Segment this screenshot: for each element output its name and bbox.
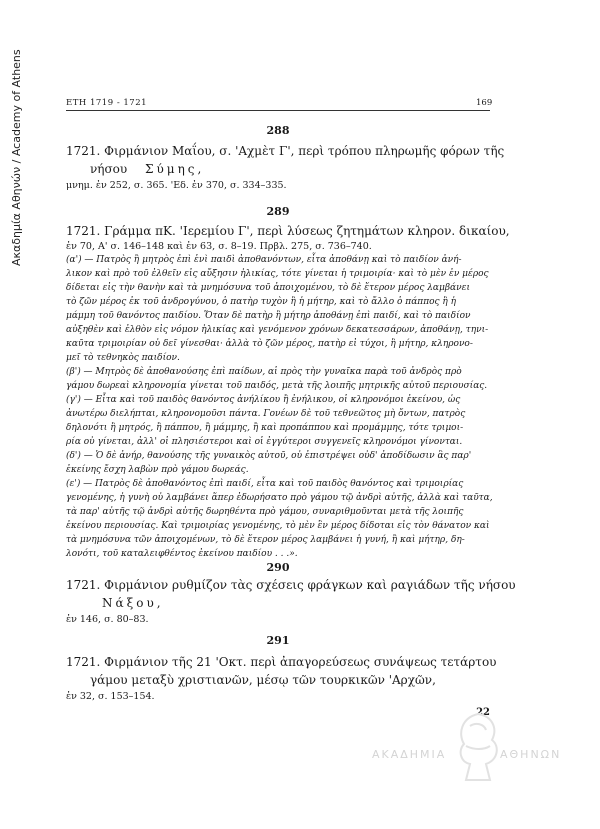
entry-reference: ἐν 32, σ. 153–154. [66, 691, 155, 702]
watermark-text-left: ΑΚΑΔΗΜΙΑ [372, 748, 447, 761]
section-number-289: 289 [266, 205, 290, 218]
side-watermark-text: Ακαδημία Αθηνών / Academy of Athens [10, 49, 23, 266]
running-header: ΕΤΗ 1719 - 1721 [66, 98, 148, 108]
body-line: μάμμη τοῦ θανόντος παιδίου. Ὅταν δὲ πατὴρ ἢ μήτηρ ἀποθάνῃ ἐπὶ παιδί, καὶ τὸ παιδίον [66, 311, 471, 321]
body-line: (ε') — Πατρὸς δὲ ἀποθανόντος ἐπὶ παιδί, εἶτα καὶ τοῦ παιδὸς θανόντος καὶ τριμοιρίας [66, 479, 464, 489]
body-line: καῦτα τριμοιρίαν οὐ δεῖ γίνεσθαι· ἀλλὰ τὸ ζῶν μέρος, πατὴρ εἰ τύχοι, ἢ μήτηρ, κληρονο- [66, 339, 473, 349]
body-line: λικον καὶ πρὸ τοῦ ἐλθεῖν εἰς αὔξησιν ἡλικίας, τότε γίνεται ἡ τριμοιρία· καὶ τὸ μὲν ἐν μέρος [66, 269, 489, 279]
side-watermark [6, 40, 26, 280]
entry-reference: ἐν 70, Α' σ. 146–148 καὶ ἐν 63, σ. 8–19. Πρβλ. 275, σ. 736–740. [66, 241, 372, 252]
body-line: ἐκείνης ἔσχη λαβὼν πρὸ γάμου δωρεάς. [66, 465, 249, 475]
body-line: (γ') — Εἶτα καὶ τοῦ παιδὸς θανόντος ἀνήλίκου ἢ ἐνήλικου, οἱ κληρονόμοι ἐκείνου, ὡς [66, 395, 461, 405]
body-line: τὰ μνημόσυνα τῶν ἀποιχομένων, τὸ δὲ ἕτερον μέρος λαμβάνει ἡ γυνή, ἢ καὶ μήτηρ, δη- [66, 535, 465, 545]
section-number-290: 290 [266, 561, 290, 574]
entry-place: Σύμης, [145, 162, 205, 176]
body-line: δηλονότι ἢ μητρός, ἢ πάππου, ἢ μάμμης, ἢ καὶ προπάππου καὶ προμάμμης, τότε τριμοι- [66, 423, 464, 433]
entry-title-line: 1721. Γράμμα πΚ. 'Ιερεμίου Γ', περὶ λύσεως ζητημάτων κληρον. δικαίου, [66, 224, 510, 238]
footer-page-number: 22 [476, 707, 490, 718]
body-line: ἀνωτέρω διελήπται, κληρονομοῦσι πάντα. Γονέων δὲ τοῦ τεθνεῶτος μὴ ὄντων, πατρὸς [66, 409, 466, 419]
entry-title-line: 1721. Φιρμάνιον τῆς 21 'Οκτ. περὶ ἀπαγορεύσεως συνάψεως τετάρτου [66, 655, 497, 669]
body-line: δίδεται εἰς τὴν θανὴν καὶ τὰ μνημόσυνα τοῦ ἀποιχομένου, τὸ δὲ ἕτερον μέρος λαμβάνει [66, 283, 470, 293]
body-line: τὸ ζῶν μέρος ἐκ τοῦ ἀνδρογύνου, ὁ πατὴρ τυχὸν ἢ ἡ μήτηρ, καὶ τὸ ἄλλο ὁ πάππος ἢ ἡ [66, 297, 457, 307]
body-line: ἐκείνου περιουσίας. Καὶ τριμοιρίας γενομένης, τὸ μὲν ἓν μέρος δίδοται εἰς τὸν θάνατον καὶ [66, 521, 490, 531]
header-rule [66, 110, 490, 111]
section-number-291: 291 [266, 634, 290, 647]
body-line: αὐξηθὲν καὶ ἐλθὸν εἰς νόμον ἡλικίας καὶ γενόμενον χρόνων δεκατεσσάρων, ἀποθάνῃ, τηνι- [66, 325, 489, 335]
section-number-288: 288 [266, 124, 290, 137]
header-page-number: 169 [476, 98, 493, 108]
body-line: γάμου δωρεαὶ κληρονομία γίνεται τοῦ παιδός, μετὰ τῆς λοιπῆς μητρικῆς αὐτοῦ περιουσίας. [66, 381, 488, 391]
entry-title-line: 1721. Φιρμάνιον ρυθμίζον τὰς σχέσεις φράγκων καὶ ραγιάδων τῆς νήσου [66, 578, 516, 592]
body-line: γενομένης, ἡ γυνὴ οὐ λαμβάνει ἅπερ ἐδωρήσατο πρὸ γάμου τῷ ἀνδρὶ αὐτῆς, ἀλλὰ καὶ ταῦτα, [66, 493, 493, 503]
entry-reference: ἐν 146, σ. 80–83. [66, 614, 149, 625]
body-line: τὰ παρ' αὐτῆς τῷ ἀνδρὶ αὐτῆς δωρηθέντα πρὸ γάμου, συναριθμοῦνται μετὰ τῆς λοιπῆς [66, 507, 464, 517]
body-line: λονότι, τοῦ καταλειφθέντος ἐκείνου παιδίου . . .». [66, 549, 298, 559]
body-line: (β') — Μητρὸς δὲ ἀποθανούσης ἐπὶ παίδων, αἱ πρὸς τὴν γυναῖκα παρὰ τοῦ ἀνδρὸς πρὸ [66, 367, 462, 377]
entry-title-line: νήσου [90, 162, 128, 176]
body-line: ρία οὐ γίνεται, ἀλλ' οἱ πλησιέστεροι καὶ οἱ ἐγγύτεροι συγγενεῖς κληρονόμοι γίνονται. [66, 437, 463, 447]
body-line: μεῖ τὸ τεθνηκὸς παιδίον. [66, 353, 180, 363]
body-line: (δ') — Ὁ δὲ ἀνήρ, θανούσης τῆς γυναικὸς αὐτοῦ, οὐ ἐπιστρέψει οὐδ' ἀποδίδωσιν ἃς παρ' [66, 451, 472, 461]
entry-reference: μνημ. ἐν 252, σ. 365. 'Εδ. ἐν 370, σ. 334–335. [66, 180, 287, 191]
entry-title-line: γάμου μεταξὺ χριστιανῶν, μέσῳ τῶν τουρκικῶν 'Αρχῶν, [90, 673, 436, 687]
watermark-text-right: ΑΘΗΝΩΝ [500, 748, 562, 761]
body-line: (α') — Πατρὸς ἢ μητρὸς ἐπὶ ἑνὶ παιδὶ ἀποθανόντων, εἶτα ἀποθάνῃ καὶ τὸ παιδίον ἀνή- [66, 255, 462, 265]
entry-title-line: 1721. Φιρμάνιον Μαΐου, σ. 'Αχμὲτ Γ', περὶ τρόπου πληρωμῆς φόρων τῆς [66, 144, 505, 158]
entry-place: Νάξου, [102, 596, 164, 610]
